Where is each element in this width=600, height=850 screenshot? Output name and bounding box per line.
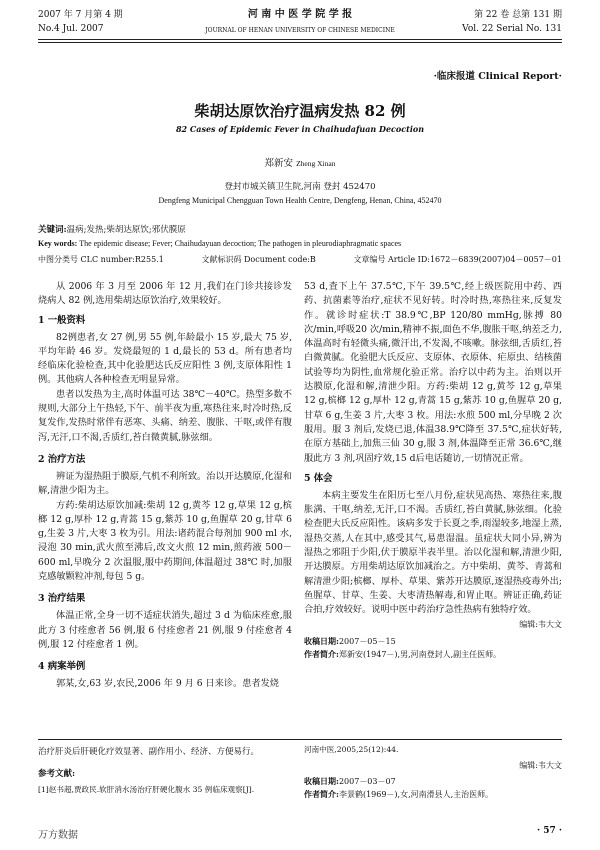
page-number: · 57 · [536, 826, 562, 836]
journal-name-cn: 河 南 中 医 学 院 学 报 [247, 9, 353, 20]
affiliation-cn: 登封市城关镇卫生院,河南 登封 452470 [224, 182, 376, 192]
author-line [0, 155, 600, 169]
author-bio-label-2: 作者简介: [304, 789, 339, 799]
author-name-cn: 郑新安 [264, 158, 294, 169]
watermark: 万方数据 [38, 830, 78, 841]
section-tag: ·临床报道 Clinical Report· [433, 71, 562, 82]
received-date-line-2 [304, 776, 562, 787]
journal-name-en: JOURNAL OF HENAN UNIVERSITY OF CHINESE MEDICINE [205, 27, 395, 34]
left-column [38, 280, 292, 692]
section-1-heading: 1 一般资料 [38, 314, 86, 326]
keywords-en-text: The epidemic disease; Fever; Chaihudayuan decoction; The pathogen in pleurodiaphragmatic spaces [79, 239, 402, 248]
references-heading: 参考文献: [38, 769, 76, 780]
header-rule [38, 39, 562, 40]
keywords-cn-label: 关键词: [38, 225, 67, 235]
bottom-left-column [38, 745, 292, 795]
keywords-en-label: Key words: [38, 239, 78, 248]
keywords-en [38, 239, 401, 248]
section-5-heading: 5 体会 [304, 472, 333, 484]
section-1-para-1: 82例患者,女 27 例,男 55 例,年龄最小 15 岁,最大 75 岁,平均年龄 46 岁。发烧最短的 1 d,最长的 53 d。所有患者均经临床化验检查,其中化验肥达氏反应阳性 3 例,支原体阳性 1 例。其他病人各种检查无明显异常。 [38, 331, 292, 386]
affiliation-en: Dengfeng Municipal Chengguan Town Health Centre, Dengfeng, Henan, China, 452470 [158, 196, 442, 205]
author-bio-line [304, 649, 562, 660]
keywords-cn-text: 温病;发热;柴胡达原饮;邪伏膜原 [66, 225, 186, 235]
intro-paragraph: 从 2006 年 3 月至 2006 年 12 月,我们在门诊共接诊发烧病人 82 例,选用柴胡达原饮治疗,效果较好。 [38, 281, 292, 307]
section-2-para-1: 辨证为湿热阻于膜原,气机不利所致。治以开达膜原,化湿和解,清泄少阳为主。 [38, 470, 292, 497]
author-bio-label: 作者简介: [304, 648, 339, 659]
header-volume-en: Vol. 22 Serial No. 131 [462, 24, 562, 34]
right-column [304, 280, 562, 660]
keywords-cn [38, 223, 186, 235]
section-3-heading: 3 治疗结果 [38, 593, 86, 605]
received-date-label-2: 收稿日期: [304, 776, 339, 786]
case-continued-paragraph: 53 d,査下上午 37.5℃,下午 39.5℃,经上级医院用中药、西药、抗菌素等治疗,症状不见好转。时冷时热,寒热往来,反复发作。就诊时症状:T 38.9℃,BP 120/80 mmHg,脉搏 80 次/min,呼吸20 次/min,精神不振,面色不华,腹胀干呕,纳差乏力,体温高时有轻微头痛,微汗出,不发渴,不咳嗽。脉弦细,舌质红,苔白微黄腻。化验肥大氏反应、支原体、衣原体、疟原虫、结核菌试验等均为阴性,血常规化验正常。治疗以中药为主。治则以开达膜原,化湿和解,清泄少阳。方药:柴胡 12 g,黄芩 12 g,草果 12 g,槟榔 12 g,厚朴 12 g,青蒿 15 g,紫苏 10 g,鱼腥草 20 g,甘草 6 g,生姜 3 片,大枣 3 枚。用法:水煎 500 ml,分早晚 2 次服用。服 3 剂后,发烧已退,体温38.9℃降至 37.5℃,症状好转,在原方基础上,加焦三仙 30 g,服 3 剂,体温降至正常 36.6℃,继服此方 3 剂,巩固疗效,15 d后电话随访,一切情况正常。 [304, 281, 562, 464]
reference-1: [1]赵书超,贾政民.软肝消水汤治疗肝硬化腹水 35 例临床观察[J]. [38, 785, 255, 795]
header-volume-cn: 第 22 卷 总第 131 期 [474, 10, 562, 20]
editor-credit-2: 编辑:韦大文 [519, 761, 562, 770]
document-code: 文献标识码 Document code:B [201, 255, 316, 264]
header-issue-en: No.4 Jul. 2007 [38, 24, 104, 34]
header-issue-cn: 2007 年 7 月第 4 期 [38, 10, 123, 20]
section-5-para-1: 本病主要发生在阳历七至八月份,症状见高热、寒热往来,腹胀满、干呕,纳差,无汗,口不渴。舌质红,苔白黄腻,脉弦细。化验检查肥大氏反应阳性。该病多发于长夏之季,雨湿较多,地湿上蒸,湿热交蒸,人在其中,感受其气,易患湿温。虽症状大同小异,辨为湿热之邪阻于少阳,伏于膜原半表半里。治以化湿和解,清泄少阳,开达膜原。方用柴胡达原饮加减治之。方中柴胡、黄芩、青蒿和解清泄少阳;槟榔、厚朴、草果、紫苏开达膜原,逐湿热疫毒外出;鱼腥草、甘草、生姜、大枣清热解毒,和胃止呕。辨证正确,药证合拍,疗效较好。说明中医中药治疗急性热病有独特疗效。 [304, 489, 562, 616]
bottom-right-column [304, 745, 562, 800]
received-date-value: 2007－05－15 [338, 636, 396, 646]
article-id: 文章编号 Article ID:1672－6839(2007)04－0057－01 [353, 255, 562, 264]
article-title-en: 82 Cases of Epidemic Fever in Chaihudafuan Decoction [175, 124, 425, 134]
author-bio-text-2: 李景鹤(1969－),女,河南滑县人,主治医师。 [338, 790, 494, 799]
section-4-para-1: 郭某,女,63 岁,农民,2006 年 9 月 6 日来诊。患者发烧 [56, 678, 279, 690]
received-date-line [304, 636, 562, 647]
section-2-para-2: 方药:柴胡达原饮加减:柴胡 12 g,黄芩 12 g,草果 12 g,槟榔 12 g,厚朴 12 g,青蒿 15 g,紫苏 10 g,鱼腥草 20 g,甘草 6 g,生姜 3 片,大枣 3 枚为引。用法:诸药混合每剂加 900 ml 水,浸泡 30 min,武火煎至沸后,改文火煎 12 min,煎药液 500－600 ml,早晚分 2 次温服,服中药期间,体温超过 38℃ 时,加服克感敏颗粒冲剂,每包 5 g。 [38, 499, 292, 583]
editor-credit: 编辑:韦大文 [519, 619, 562, 629]
received-date-label: 收稿日期: [304, 635, 339, 646]
previous-article-continued: 治疗肝炎后肝硬化疗效显著、副作用小、经济、方便易行。 [38, 747, 260, 757]
author-name-en: Zheng Xinan [296, 159, 336, 168]
section-3-para-1: 体温正常,全身一切不适症状消失,超过 3 d 为临床痊愈,服此方 3 付痊愈者 56 例,服 6 付痊愈者 21 例,服 9 付痊愈者 4 例,服 12 付痊愈者 1 例。 [38, 610, 292, 650]
received-date-value-2: 2007－03－07 [338, 777, 396, 786]
header-rule-2 [38, 42, 562, 43]
author-bio-text: 郑新安(1947－),男,河南登封人,副主任医师。 [338, 649, 502, 659]
reference-1-continued: 河南中医,2005,25(12):44. [304, 745, 399, 754]
classification-line [38, 254, 562, 265]
section-4-heading: 4 病案举例 [38, 661, 86, 673]
section-2-heading: 2 治疗方法 [38, 453, 86, 465]
article-divider [38, 739, 562, 740]
article-title-cn: 柴胡达原饮治疗温病发热 82 例 [194, 102, 406, 120]
clc-number: 中图分类号 CLC number:R255.1 [38, 255, 164, 264]
section-1-para-2: 患者以发热为主,高时体温可达 38℃－40℃。热型多数不规则,大部分上午热轻,下午、前半夜为重,寒热往来,时冷时热,反复发作,发热时常伴有恶寒、头痛、纳差、腹胀、干呕,或伴有腹泻,无汗,口不渴,舌质红,苔白微黄腻,脉弦细。 [38, 388, 292, 443]
author-bio-line-2 [304, 789, 562, 800]
